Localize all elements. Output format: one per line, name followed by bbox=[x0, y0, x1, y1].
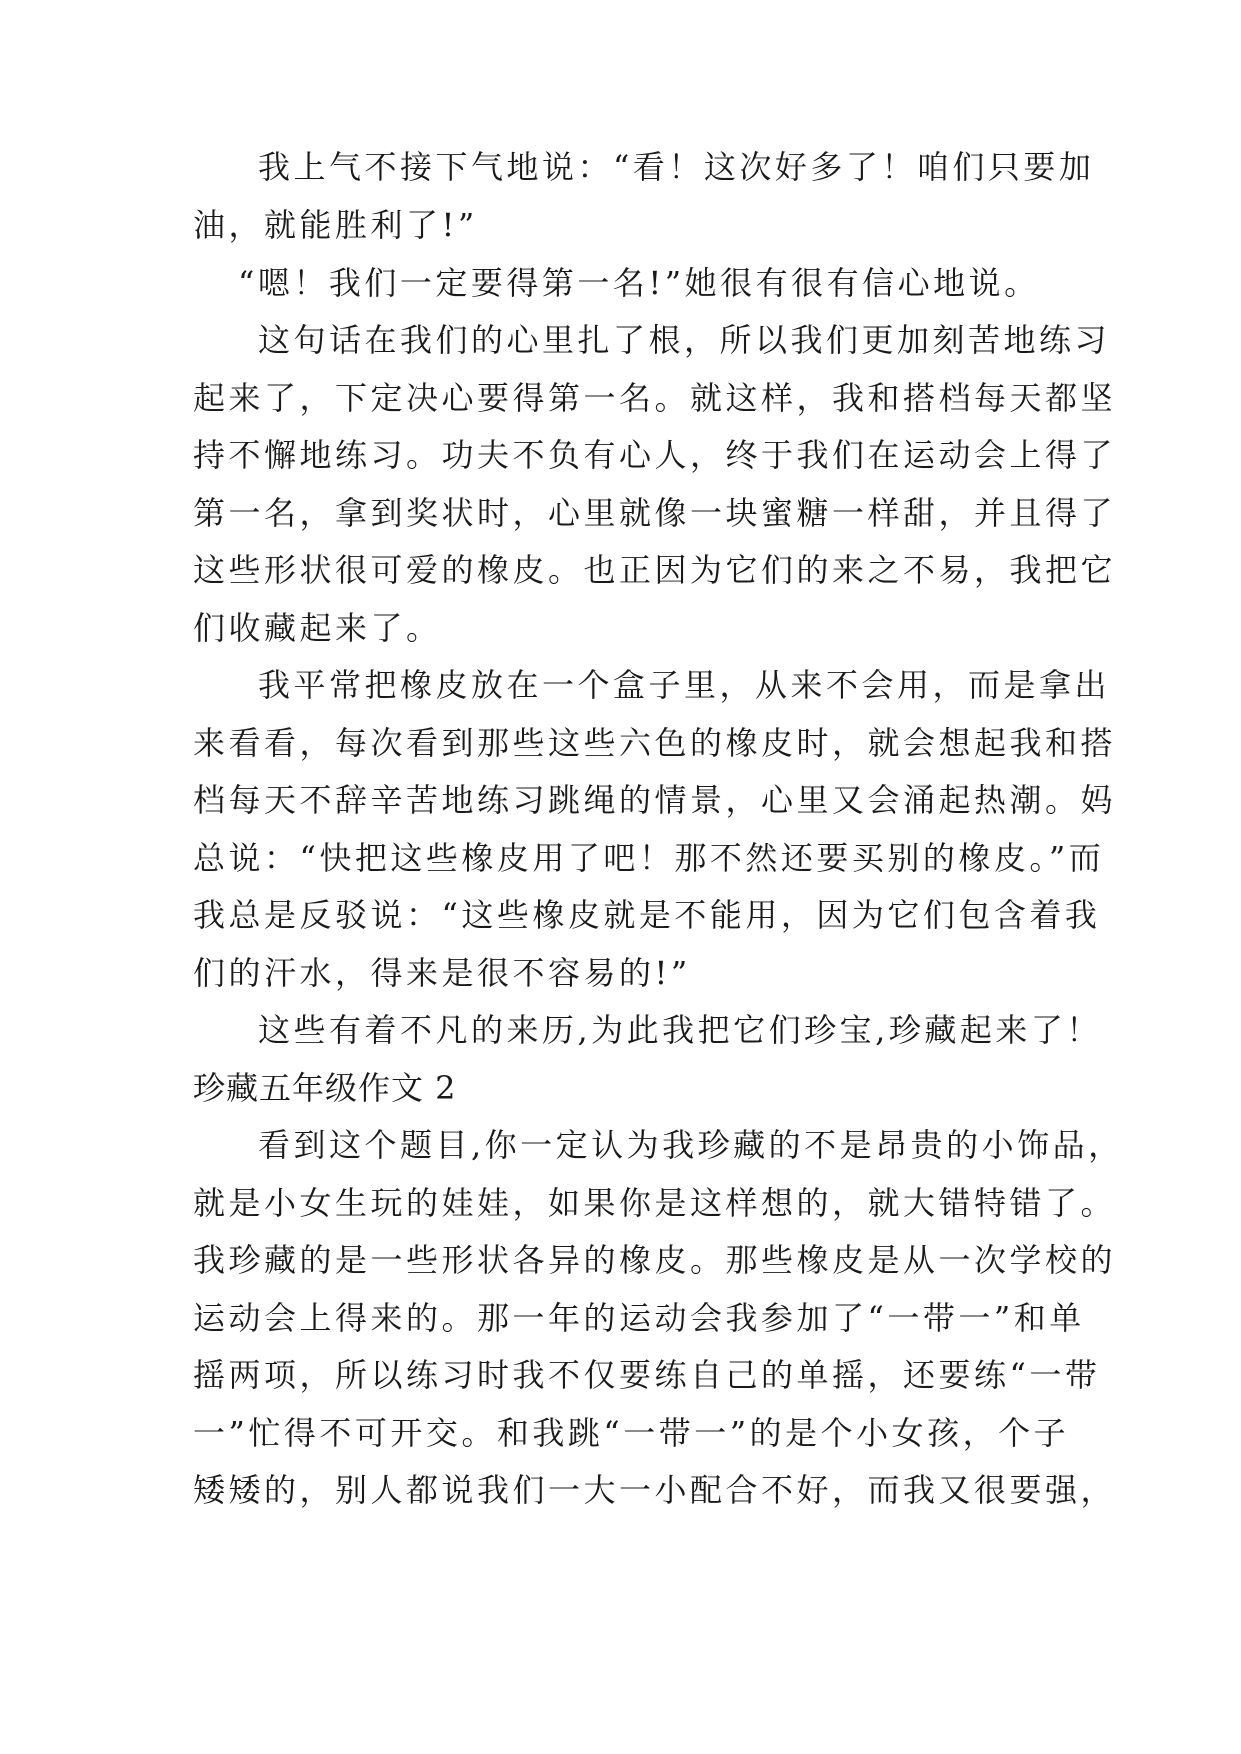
text-line: 就是小女生玩的娃娃，如果你是这样想的，就大错特错了。 bbox=[193, 1184, 1117, 1222]
text-line: 们的汗水，得来是很不容易的!” bbox=[193, 954, 691, 992]
text-line: “嗯！我们一定要得第一名!”她很有很有信心地说。 bbox=[238, 264, 1040, 302]
text-line: 油，就能胜利了!” bbox=[193, 206, 478, 244]
text-line: 这句话在我们的心里扎了根，所以我们更加刻苦地练习 bbox=[258, 321, 1111, 359]
text-line: 总说：“快把这些橡皮用了吧！那不然还要买别的橡皮。”而 bbox=[193, 839, 1105, 877]
text-line: 们收藏起来了。 bbox=[193, 609, 442, 647]
text-line: 运动会上得来的。那一年的运动会我参加了“一带一”和单 bbox=[193, 1299, 1085, 1337]
text-line: 持不懈地练习。功夫不负有心人，终于我们在运动会上得了 bbox=[193, 436, 1117, 474]
section-heading: 珍藏五年级作文 2 bbox=[193, 1069, 457, 1107]
text-line: 这些形状很可爱的橡皮。也正因为它们的来之不易，我把它 bbox=[193, 551, 1117, 589]
text-line: 这些有着不凡的来历,为此我把它们珍宝,珍藏起来了！ bbox=[258, 1011, 1102, 1049]
text-line: 来看看，每次看到那些这些六色的橡皮时，就会想起我和搭 bbox=[193, 724, 1117, 762]
text-line: 我珍藏的是一些形状各异的橡皮。那些橡皮是从一次学校的 bbox=[193, 1241, 1117, 1279]
text-line: 矮矮的，别人都说我们一大一小配合不好，而我又很要强， bbox=[193, 1471, 1117, 1509]
text-line: 我总是反驳说：“这些橡皮就是不能用，因为它们包含着我 bbox=[193, 896, 1101, 934]
text-line: 我平常把橡皮放在一个盒子里，从来不会用，而是拿出 bbox=[258, 666, 1111, 704]
text-line: 档每天不辞辛苦地练习跳绳的情景，心里又会涌起热潮。妈 bbox=[193, 781, 1117, 819]
text-line: 摇两项，所以练习时我不仅要练自己的单摇，还要练“一带 bbox=[193, 1356, 1101, 1394]
text-line: 一”忙得不可开交。和我跳“一带一”的是个小女孩，个子 bbox=[193, 1414, 1070, 1452]
text-line: 看到这个题目,你一定认为我珍藏的不是昂贵的小饰品， bbox=[258, 1126, 1124, 1164]
text-line: 起来了，下定决心要得第一名。就这样，我和搭档每天都坚 bbox=[193, 379, 1117, 417]
text-line: 我上气不接下气地说：“看！这次好多了！咱们只要加 bbox=[258, 148, 1095, 186]
text-line: 第一名，拿到奖状时，心里就像一块蜜糖一样甜，并且得了 bbox=[193, 494, 1117, 532]
